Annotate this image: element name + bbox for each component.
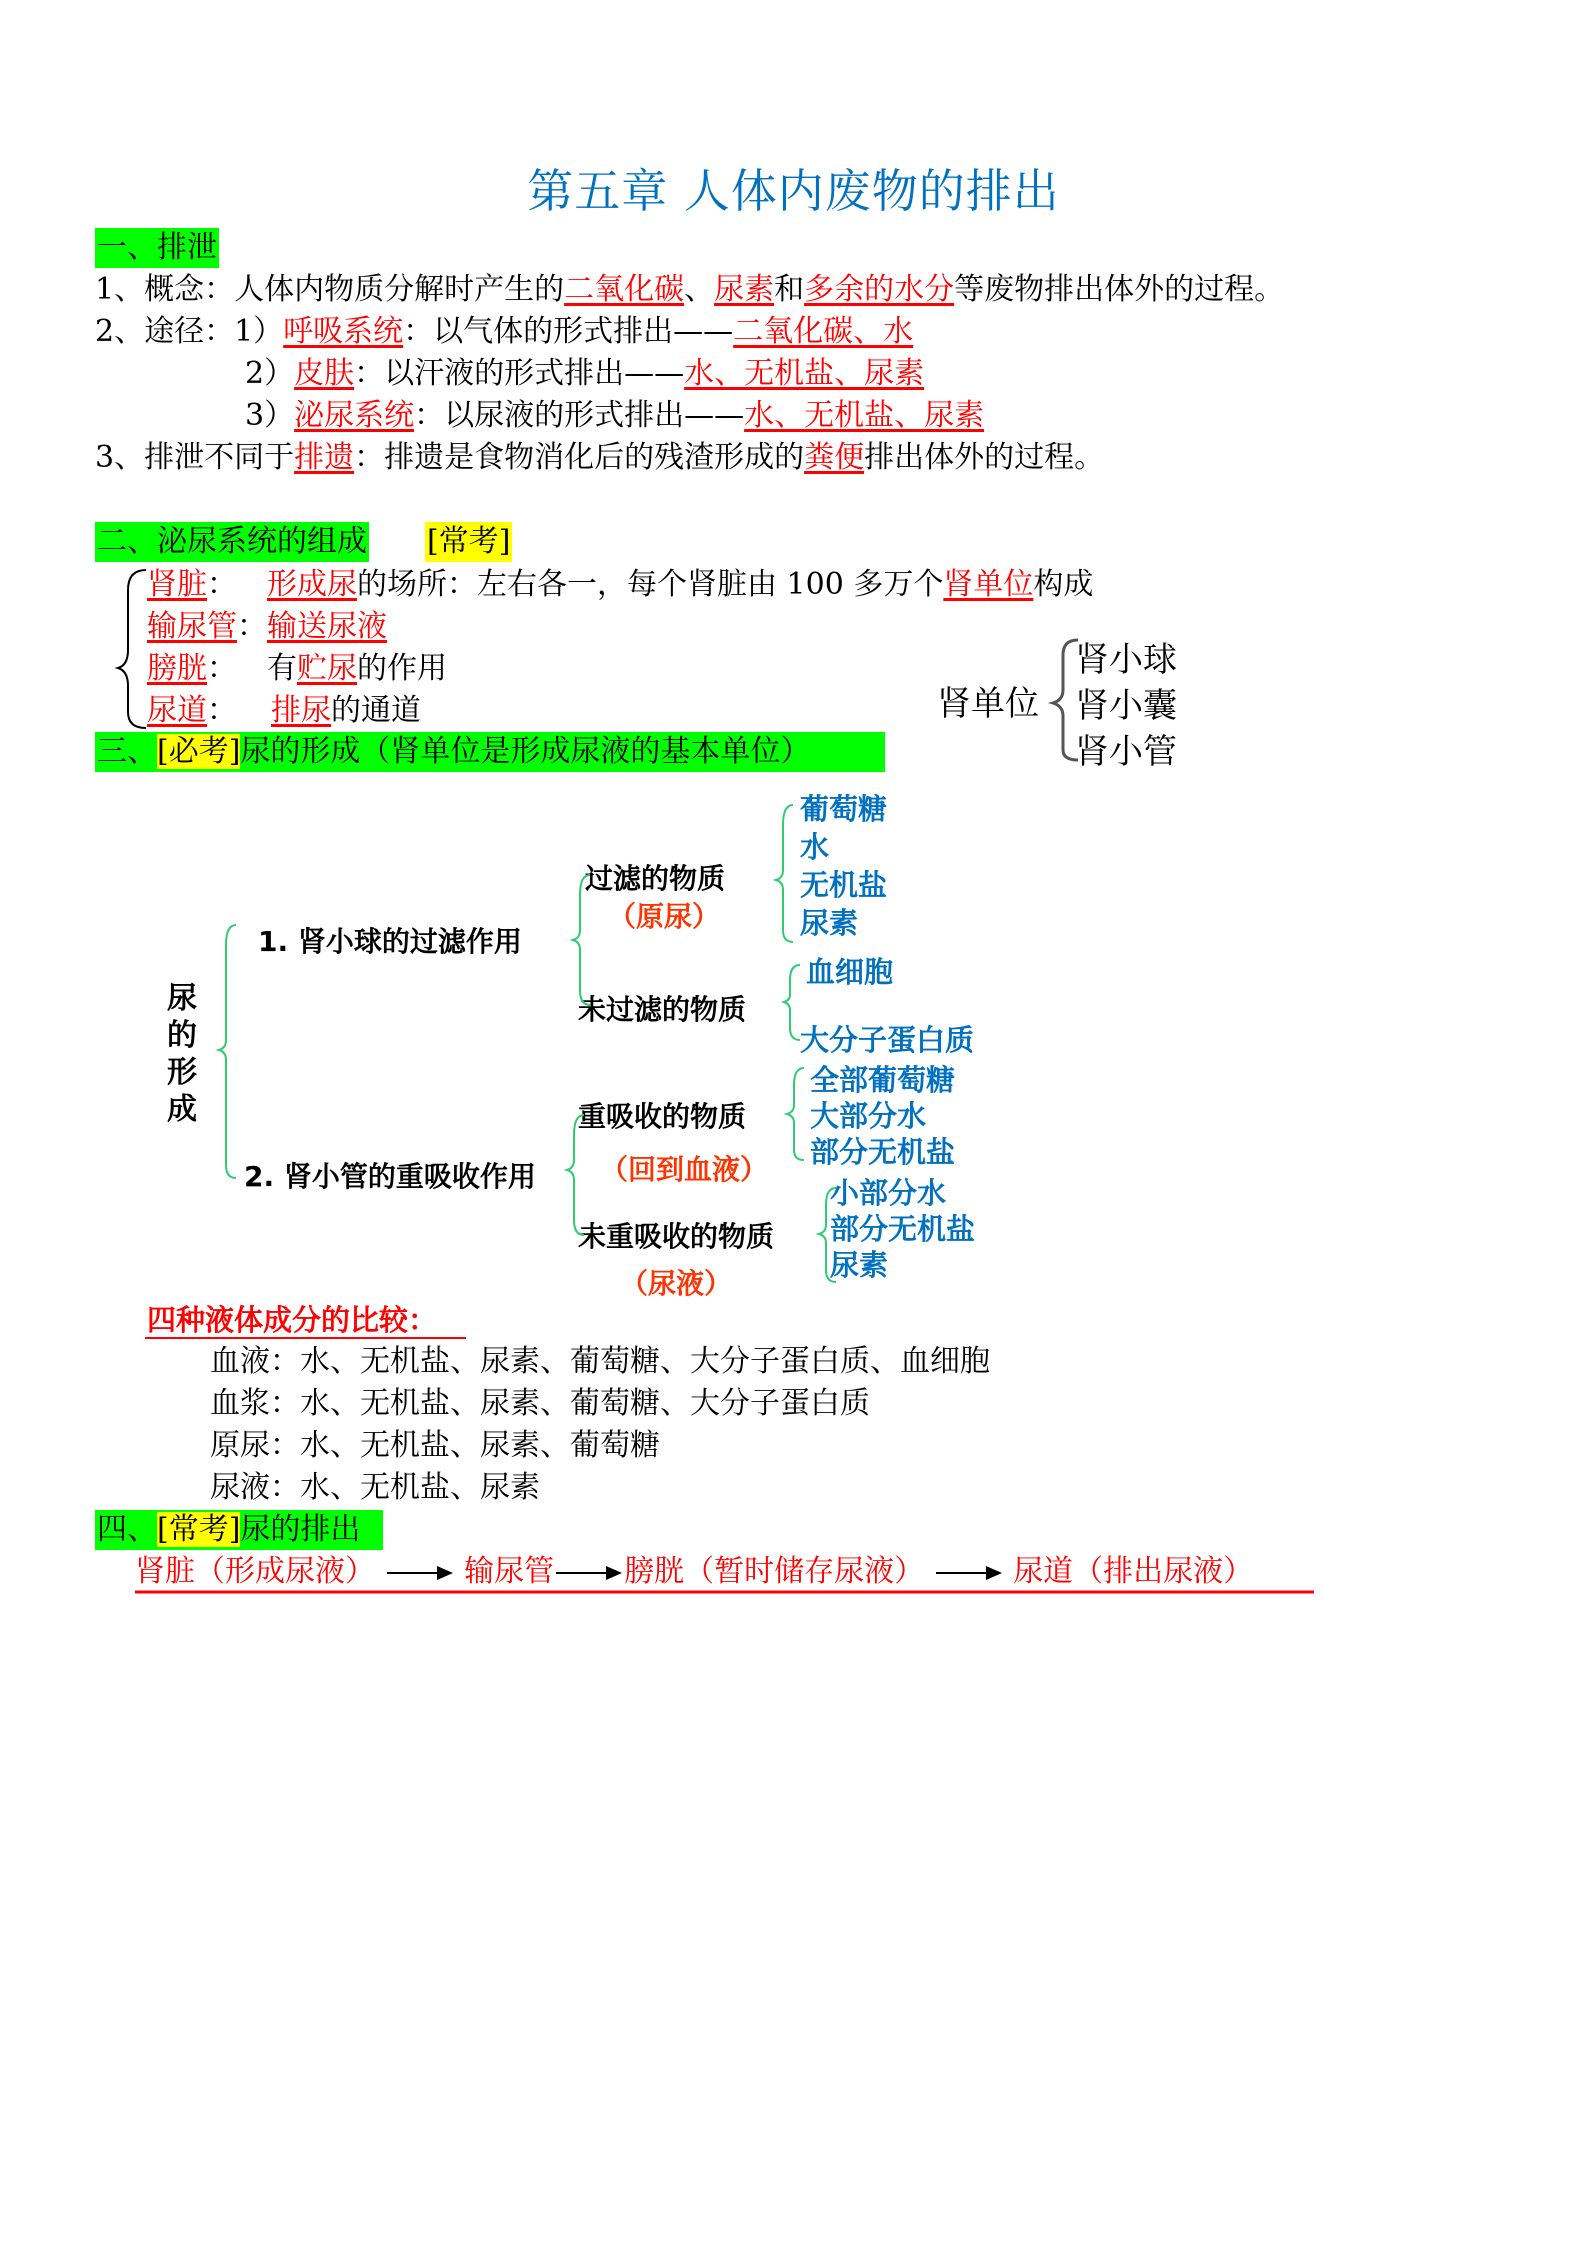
nephron-label: 肾单位 xyxy=(937,684,1039,724)
concept-prefix: 1、概念：人体内物质分解时产生的 xyxy=(95,272,565,307)
diff-suffix: 排出体外的过程。 xyxy=(864,440,1105,475)
arrow-right-icon xyxy=(385,1558,455,1588)
organ-name: 肾脏 xyxy=(147,567,207,602)
page-title: 第五章 人体内废物的排出 xyxy=(527,164,1060,218)
unfiltered-brace xyxy=(784,965,800,1040)
item: 大部分水 xyxy=(810,1099,927,1133)
root-brace xyxy=(219,925,236,1178)
route-products: 二氧化碳、水 xyxy=(733,314,914,349)
branch-tubule: 2. 肾小管的重吸收作用 xyxy=(244,1160,536,1193)
organ-desc: 的作用 xyxy=(357,651,447,686)
comparison-row: 血液：水、无机盐、尿素、葡萄糖、大分子蛋白质、血细胞 xyxy=(210,1344,990,1379)
root-char: 形 xyxy=(167,1055,197,1090)
root-char: 的 xyxy=(167,1018,197,1053)
nephron-part: 肾小管 xyxy=(1075,732,1177,772)
reabsorbed-label: 重吸收的物质 xyxy=(578,1100,747,1133)
concept-suffix: 等废物排出体外的过程。 xyxy=(954,272,1285,307)
comparison-title: 四种液体成分的比较： xyxy=(147,1303,438,1337)
section-2-heading: 二、泌尿系统的组成 xyxy=(95,522,369,562)
route-organ: 皮肤 xyxy=(294,356,355,391)
organ-desc-pre: 有 xyxy=(267,651,297,686)
keyword-excess-water: 多余的水分 xyxy=(804,272,955,307)
organ-desc: 的通道 xyxy=(331,693,421,728)
organ-desc: 的场所：左右各一，每个肾脏由 100 多万个 xyxy=(357,567,944,602)
organ-key: 贮尿 xyxy=(297,651,357,686)
nephron-brace xyxy=(1053,640,1078,760)
organ-name: 尿道 xyxy=(147,693,207,728)
colon: ： xyxy=(207,693,237,728)
filtered-brace xyxy=(776,805,793,942)
route-products: 水、无机盐、尿素 xyxy=(744,398,985,433)
comparison-row: 原尿：水、无机盐、尿素、葡萄糖 xyxy=(210,1428,660,1463)
route-products: 水、无机盐、尿素 xyxy=(684,356,925,391)
keyword-feces: 粪便 xyxy=(804,440,865,475)
unfiltered-item: 大分子蛋白质 xyxy=(800,1023,975,1057)
item: 水 xyxy=(800,830,830,864)
separator: 、 xyxy=(684,272,715,307)
heading-text: 尿的排出 xyxy=(240,1512,361,1547)
heading-prefix: 四、 xyxy=(97,1512,157,1547)
route-organ: 泌尿系统 xyxy=(294,398,415,433)
comparison-row: 血浆：水、无机盐、尿素、葡萄糖、大分子蛋白质 xyxy=(210,1386,870,1421)
route-num: 1） xyxy=(234,314,284,349)
colon: ： xyxy=(207,651,237,686)
flow-step-bladder: 膀胱（暂时储存尿液） xyxy=(624,1554,925,1589)
colon: ： xyxy=(237,609,267,644)
flow-step-kidney: 肾脏（形成尿液） xyxy=(135,1554,375,1589)
routes-label: 2、途径： xyxy=(95,314,235,349)
diff-mid: ：排遗是食物消化后的残渣形成的 xyxy=(354,440,805,475)
root-char: 成 xyxy=(167,1092,197,1127)
route-text: ：以汗液的形式排出—— xyxy=(354,356,685,391)
item: 尿素 xyxy=(830,1248,889,1282)
glomerulus-brace xyxy=(573,875,590,1005)
organs-brace xyxy=(118,570,146,728)
item: 尿素 xyxy=(800,906,859,940)
heading-text: 尿的形成（肾单位是形成尿液的基本单位） xyxy=(240,734,811,769)
route-text: ：以气体的形式排出—— xyxy=(403,314,734,349)
tag-required: [必考] xyxy=(157,734,241,769)
heading-prefix: 三、 xyxy=(97,734,157,769)
arrow-right-icon xyxy=(934,1558,1004,1588)
nephron-part: 肾小囊 xyxy=(1075,686,1177,726)
tubule-brace xyxy=(567,1115,584,1235)
keyword-nephron: 肾单位 xyxy=(943,567,1034,602)
route-text: ：以尿液的形式排出—— xyxy=(414,398,745,433)
route-num: 3） xyxy=(245,398,295,433)
tag-frequent: [常考] xyxy=(157,1512,241,1547)
organ-name: 膀胱 xyxy=(147,651,207,686)
urine-flow xyxy=(135,1552,1253,1592)
organ-key: 输送尿液 xyxy=(267,609,387,644)
organ-key: 形成尿 xyxy=(267,567,357,602)
unfiltered-item: 血细胞 xyxy=(806,955,894,989)
item: 全部葡萄糖 xyxy=(810,1063,956,1097)
keyword-co2: 二氧化碳 xyxy=(564,272,685,307)
root-char: 尿 xyxy=(167,981,197,1016)
route-num: 2） xyxy=(245,356,295,391)
organ-key: 排尿 xyxy=(271,693,331,728)
colon: ： xyxy=(207,567,237,602)
flow-step-urethra: 尿道（排出尿液） xyxy=(1013,1554,1254,1589)
item: 葡萄糖 xyxy=(800,792,888,826)
concept-mid: 和 xyxy=(774,272,805,307)
item: 部分无机盐 xyxy=(810,1135,956,1169)
flow-step-ureter: 输尿管 xyxy=(464,1554,555,1589)
filtered-note: （原尿） xyxy=(608,900,721,933)
arrow-right-icon xyxy=(554,1558,624,1588)
reabsorbed-note: （回到血液） xyxy=(600,1153,769,1186)
section-1-heading: 一、排泄 xyxy=(95,228,219,268)
nephron-part: 肾小球 xyxy=(1075,640,1177,680)
filtered-label: 过滤的物质 xyxy=(585,862,726,895)
organ-name: 输尿管 xyxy=(147,609,237,644)
diff-prefix: 3、排泄不同于 xyxy=(95,440,295,475)
item: 无机盐 xyxy=(800,868,888,902)
unfiltered-label: 未过滤的物质 xyxy=(578,993,747,1026)
not-reabsorbed-note: （尿液） xyxy=(620,1267,733,1300)
not-reabsorbed-brace xyxy=(819,1188,836,1282)
keyword-urea: 尿素 xyxy=(714,272,775,307)
route-organ: 呼吸系统 xyxy=(283,314,404,349)
item: 部分无机盐 xyxy=(830,1212,976,1246)
comparison-row: 尿液：水、无机盐、尿素 xyxy=(210,1470,540,1505)
item: 小部分水 xyxy=(830,1176,947,1210)
reabsorbed-brace xyxy=(787,1068,804,1160)
branch-glomerulus: 1. 肾小球的过滤作用 xyxy=(258,925,522,958)
keyword-egestion: 排遗 xyxy=(294,440,355,475)
not-reabsorbed-label: 未重吸收的物质 xyxy=(578,1220,775,1253)
organ-desc-tail: 构成 xyxy=(1033,567,1094,602)
tag-frequent: [常考] xyxy=(425,522,512,562)
section-4-heading xyxy=(97,1510,360,1550)
